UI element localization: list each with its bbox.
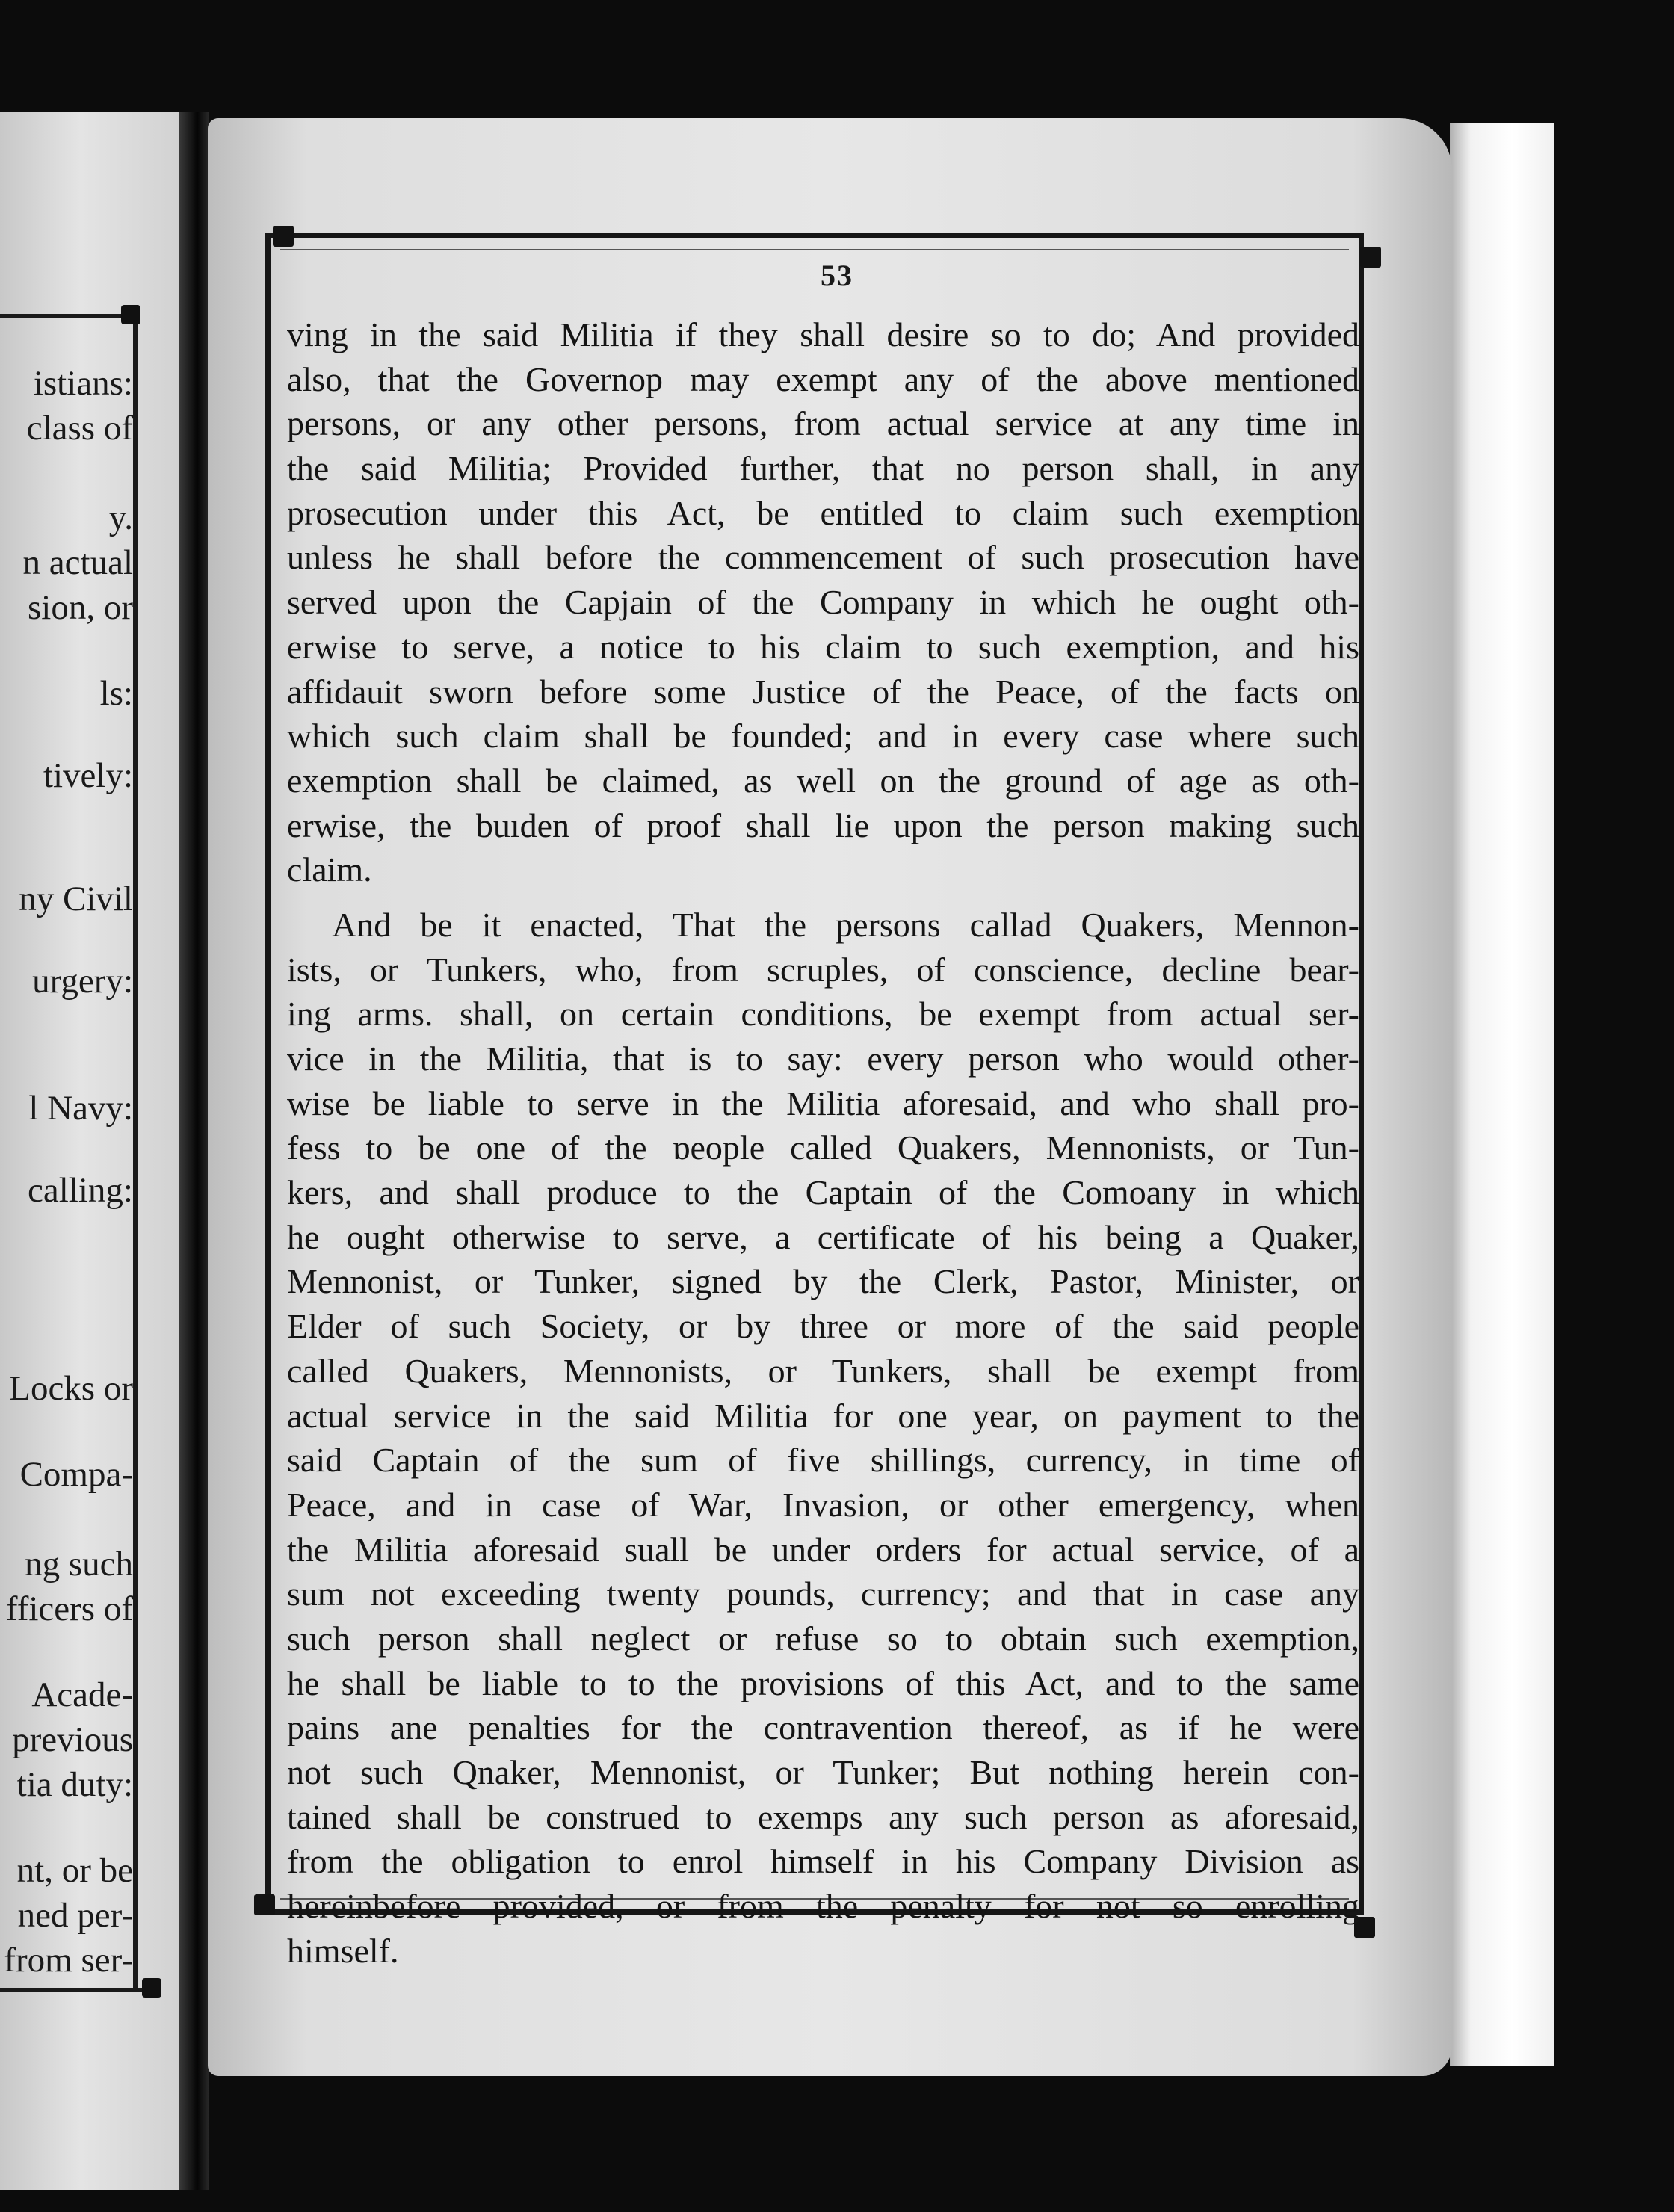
text-line: pains ane penalties for the contravention thereof, as if he were [287, 1708, 1359, 1747]
text-line: Mennonist, or Tunker, signed by the Clerk, Pastor, Minister, or [287, 1262, 1359, 1301]
text-line: tained shall be construed to exemps any such person as aforesaid, [287, 1797, 1359, 1836]
text-line: persons, or any other persons, from actual service at any time in [287, 404, 1359, 443]
left-fragment: from ser- [4, 1941, 133, 1980]
left-fragment: sion, or [28, 588, 133, 627]
left-fragment: istians: [33, 364, 133, 403]
text-line: exemption shall be claimed, as well on the ground of age as oth- [287, 761, 1359, 800]
text-line: from the obligation to enrol himself in his Company Division as [287, 1842, 1359, 1881]
text-line: prosecution under this Act, be entitled to claim such exemption [287, 493, 1359, 532]
left-page-corner-ornament [121, 305, 140, 324]
left-fragment: urgery: [32, 962, 133, 1001]
left-fragment: class of [26, 409, 133, 448]
frame-inner-rule-top [280, 249, 1349, 250]
text-line: served upon the Capjain of the Company in which he ought oth- [287, 583, 1359, 622]
text-line: vice in the Militia, that is to say: every person who would other- [287, 1039, 1359, 1078]
text-line: he ought otherwise to serve, a certificate of his being a Quaker, [287, 1217, 1359, 1256]
text-line: wise be liable to serve in the Militia aforesaid, and who shall pro- [287, 1084, 1359, 1122]
text-line: kers, and shall produce to the Captain of the Comoany in which [287, 1173, 1359, 1212]
text-line: the said Militia; Provided further, that no person shall, in any [287, 449, 1359, 488]
corner-ornament-bottom-left [254, 1894, 275, 1915]
left-fragment: ls: [99, 674, 133, 713]
left-fragment: Compa- [19, 1455, 133, 1494]
left-fragment: n actual [22, 543, 133, 582]
left-fragment: tively: [43, 756, 133, 795]
text-line: he shall be liable to to the provisions of this Act, and to the same [287, 1663, 1359, 1702]
text-line: said Captain of the sum of five shillings, currency, in time of [287, 1441, 1359, 1480]
paragraph [287, 903, 1359, 1974]
left-facing-page [0, 112, 179, 2190]
left-page-side-rule [133, 314, 138, 1992]
book-gutter [179, 112, 209, 2190]
left-fragment: tia duty: [16, 1765, 133, 1804]
paragraph [287, 312, 1359, 892]
left-fragment: ng such [25, 1545, 133, 1584]
text-line: such person shall neglect or refuse so to obtain such exemption, [287, 1619, 1359, 1658]
text-line: the Militia aforesaid suall be under orders for actual service, of a [287, 1530, 1359, 1569]
text-line: called Quakers, Mennonists, or Tunkers, shall be exempt from [287, 1351, 1359, 1390]
left-fragment: Acade- [31, 1675, 133, 1714]
text-line: actual service in the said Militia for one year, on payment to the [287, 1396, 1359, 1435]
page-stack-edge [1450, 123, 1554, 2066]
text-line: affidauit sworn before some Justice of the Peace, of the facts on [287, 672, 1359, 711]
left-page-bottom-rule [0, 1988, 153, 1992]
left-fragment: y. [108, 498, 133, 537]
left-page-top-rule [0, 314, 135, 318]
text-line: And be it enacted, That the persons callad Quakers, Mennon- [332, 905, 1359, 944]
left-fragment: ny Civil [19, 880, 133, 918]
left-fragment: previous [12, 1720, 133, 1759]
left-fragment: fficers of [5, 1590, 133, 1628]
page-number-text: 53 [821, 259, 853, 292]
text-line: sum not exceeding twenty pounds, currency; and that in case any [287, 1575, 1359, 1613]
page-number [0, 258, 1674, 293]
left-fragment: l Navy: [28, 1089, 133, 1128]
text-line: not such Qnaker, Mennonist, or Tunker; But nothing herein con- [287, 1753, 1359, 1791]
text-line: claim. [287, 850, 372, 889]
text-line: ists, or Tunkers, who, from scruples, of conscience, decline bear- [287, 950, 1359, 989]
text-line: unless he shall before the commencement of such prosecution have [287, 538, 1359, 577]
text-line: himself. [287, 1931, 399, 1970]
left-fragment: calling: [28, 1171, 133, 1210]
text-line: ving in the said Militia if they shall desire so to do; And provided [287, 315, 1359, 353]
left-fragment: ned per- [17, 1896, 133, 1935]
text-line: also, that the Governop may exempt any of the above mentioned [287, 359, 1359, 398]
body-text [287, 312, 1359, 1973]
text-line: fess to be one of the ɒeople called Quakers, Mennonists, or Tun- [287, 1128, 1359, 1167]
corner-ornament-top-left [273, 226, 294, 247]
text-line: Peace, and in case of War, Invasion, or other emergency, when [287, 1485, 1359, 1524]
text-line: ing arms. shall, on certain conditions, be exempt from actual ser- [287, 995, 1359, 1034]
left-page-corner-ornament [142, 1978, 161, 1998]
paragraph-gap [287, 892, 1359, 903]
left-fragment: Locks or [9, 1369, 133, 1408]
text-line: erwise, the buıden of proof shall lie upon the person making such [287, 806, 1359, 844]
text-line: which such claim shall be founded; and in every case where such [287, 717, 1359, 756]
text-line: hereinbefore provided, or from the penalty for not so enrolling [287, 1887, 1359, 1926]
left-fragment: nt, or be [16, 1851, 133, 1890]
text-line: erwise to serve, a notice to his claim to such exemption, and his [287, 627, 1359, 666]
text-line: Elder of such Society, or by three or more of the said people [287, 1307, 1359, 1346]
